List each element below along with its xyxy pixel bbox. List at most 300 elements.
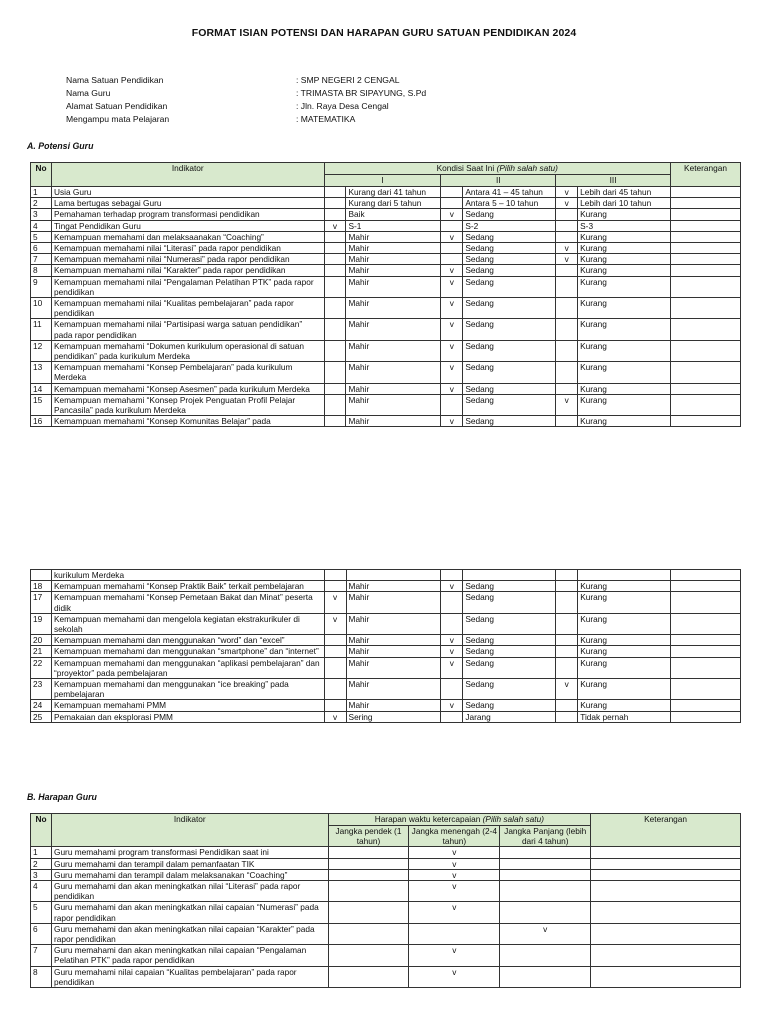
header-no: No <box>31 163 52 187</box>
check-mark-i: v <box>324 592 346 613</box>
row-indikator: Guru memahami program transformasi Pendidikan saat ini <box>51 847 328 858</box>
option-i: Mahir <box>346 416 441 427</box>
header-jangka-pendek: Jangka pendek (1 tahun) <box>328 826 409 847</box>
check-mark-i <box>324 700 346 711</box>
row-indikator: Kemampuan memahami nilai “Numerasi” pada rapor pendidikan <box>51 254 324 265</box>
check-mark-ii: v <box>441 383 463 394</box>
table-row <box>31 657 741 678</box>
check-mark-i <box>324 198 346 209</box>
harapan-table <box>30 813 741 988</box>
row-number: 5 <box>31 231 52 242</box>
option-i: Mahir <box>346 319 441 340</box>
row-indikator: Guru memahami dan akan meningkatkan nilai capaian “Karakter” pada rapor pendidikan <box>51 923 328 944</box>
row-number: 22 <box>31 657 52 678</box>
table-row <box>31 635 741 646</box>
check-jangka-panjang <box>500 945 591 966</box>
row-keterangan <box>671 187 741 198</box>
row-keterangan <box>591 923 741 944</box>
row-indikator: Kemampuan memahami “Konsep Projek Penguatan Profil Pelajar Pancasila” pada kurikulum Merdeka <box>51 394 324 415</box>
option-iii: Kurang <box>578 209 671 220</box>
option-ii: Sedang <box>463 231 556 242</box>
row-number: 11 <box>31 319 52 340</box>
row-keterangan <box>671 711 741 722</box>
check-jangka-panjang: v <box>500 923 591 944</box>
option-iii <box>578 570 671 581</box>
table-row <box>31 416 741 427</box>
row-indikator: Kemampuan memahami “Konsep Pembelajaran” pada kurikulum Merdeka <box>51 362 324 383</box>
check-mark-i <box>324 254 346 265</box>
option-ii: Sedang <box>463 383 556 394</box>
option-iii: Kurang <box>578 362 671 383</box>
info-value: : TRIMASTA BR SIPAYUNG, S.Pd <box>296 88 427 98</box>
check-mark-ii: v <box>441 319 463 340</box>
option-iii: S-3 <box>578 220 671 231</box>
row-number: 17 <box>31 592 52 613</box>
row-indikator: Usia Guru <box>51 187 324 198</box>
check-mark-ii <box>441 198 463 209</box>
check-mark-ii: v <box>441 265 463 276</box>
option-ii: Sedang <box>463 254 556 265</box>
option-i: Mahir <box>346 581 441 592</box>
check-jangka-panjang <box>500 966 591 987</box>
check-jangka-panjang <box>500 902 591 923</box>
option-ii: Sedang <box>463 581 556 592</box>
row-number: 1 <box>31 847 52 858</box>
option-ii: Sedang <box>463 416 556 427</box>
option-ii: Antara 5 – 10 tahun <box>463 198 556 209</box>
check-mark-i <box>324 265 346 276</box>
potensi-rows-part1 <box>31 187 741 427</box>
row-indikator: Kemampuan memahami nilai “Literasi” pada rapor pendidikan <box>51 243 324 254</box>
option-i: S-1 <box>346 220 441 231</box>
header-indikator: Indikator <box>51 814 328 847</box>
check-jangka-menengah: v <box>409 869 500 880</box>
option-i: Baik <box>346 209 441 220</box>
option-i: Mahir <box>346 646 441 657</box>
row-indikator: Kemampuan memahami dan menggunakan “word” dan “excel” <box>51 635 324 646</box>
check-mark-iii <box>556 340 578 361</box>
row-indikator: kurikulum Merdeka <box>51 570 324 581</box>
check-jangka-menengah: v <box>409 847 500 858</box>
row-keterangan <box>671 276 741 297</box>
check-mark-iii <box>556 319 578 340</box>
option-i: Mahir <box>346 613 441 634</box>
row-indikator: Pemakaian dan eksplorasi PMM <box>51 711 324 722</box>
option-iii: Kurang <box>578 635 671 646</box>
option-i: Kurang dari 41 tahun <box>346 187 441 198</box>
option-iii: Kurang <box>578 700 671 711</box>
check-mark-i <box>324 319 346 340</box>
check-mark-i <box>324 416 346 427</box>
row-keterangan <box>671 298 741 319</box>
potensi-table-part2 <box>30 569 741 723</box>
option-ii: Sedang <box>463 657 556 678</box>
check-mark-ii: v <box>441 340 463 361</box>
option-ii: Sedang <box>463 298 556 319</box>
option-iii: Kurang <box>578 646 671 657</box>
table-row <box>31 945 741 966</box>
table-row <box>31 198 741 209</box>
check-jangka-pendek <box>328 945 409 966</box>
row-number <box>31 570 52 581</box>
row-keterangan <box>671 265 741 276</box>
check-mark-iii <box>556 362 578 383</box>
row-keterangan <box>671 592 741 613</box>
option-i: Mahir <box>346 657 441 678</box>
check-mark-ii: v <box>441 581 463 592</box>
row-number: 7 <box>31 254 52 265</box>
teacher-info <box>66 74 426 126</box>
header-keterangan: Keterangan <box>671 163 741 187</box>
table-row <box>31 570 741 581</box>
row-number: 16 <box>31 416 52 427</box>
check-mark-iii <box>556 700 578 711</box>
header-no: No <box>31 814 52 847</box>
check-mark-i <box>324 383 346 394</box>
row-keterangan <box>671 383 741 394</box>
check-mark-ii: v <box>441 635 463 646</box>
check-mark-iii <box>556 711 578 722</box>
check-mark-i <box>324 581 346 592</box>
check-mark-ii <box>441 679 463 700</box>
row-number: 7 <box>31 945 52 966</box>
check-mark-iii <box>556 613 578 634</box>
info-row-address <box>66 100 426 113</box>
check-mark-i: v <box>324 220 346 231</box>
row-keterangan <box>671 635 741 646</box>
row-number: 19 <box>31 613 52 634</box>
check-mark-ii: v <box>441 209 463 220</box>
row-keterangan <box>591 881 741 902</box>
check-mark-i <box>324 635 346 646</box>
table-row <box>31 243 741 254</box>
option-i: Mahir <box>346 243 441 254</box>
check-mark-iii <box>556 592 578 613</box>
row-keterangan <box>671 570 741 581</box>
row-keterangan <box>591 869 741 880</box>
option-iii: Kurang <box>578 657 671 678</box>
option-i: Mahir <box>346 394 441 415</box>
row-number: 6 <box>31 923 52 944</box>
row-indikator: Kemampuan memahami nilai “Kualitas pembelajaran” pada rapor pendidikan <box>51 298 324 319</box>
option-ii: Antara 41 – 45 tahun <box>463 187 556 198</box>
check-mark-i <box>324 298 346 319</box>
check-mark-iii <box>556 657 578 678</box>
info-row-subject <box>66 113 426 126</box>
row-keterangan <box>591 858 741 869</box>
check-mark-iii <box>556 298 578 319</box>
check-jangka-panjang <box>500 869 591 880</box>
option-iii: Lebih dari 10 tahun <box>578 198 671 209</box>
row-keterangan <box>671 657 741 678</box>
table-row <box>31 711 741 722</box>
option-ii <box>463 570 556 581</box>
header-indikator: Indikator <box>51 163 324 187</box>
table-row <box>31 613 741 634</box>
check-mark-iii <box>556 276 578 297</box>
option-i: Kurang dari 5 tahun <box>346 198 441 209</box>
table-row <box>31 265 741 276</box>
check-mark-ii <box>441 592 463 613</box>
check-jangka-pendek <box>328 847 409 858</box>
table-row <box>31 592 741 613</box>
info-label: Mengampu mata Pelajaran <box>66 114 170 124</box>
check-mark-i <box>324 231 346 242</box>
option-i: Mahir <box>346 276 441 297</box>
row-indikator: Guru memahami dan akan meningkatkan nilai “Literasi” pada rapor pendidikan <box>51 881 328 902</box>
table-row <box>31 646 741 657</box>
row-keterangan <box>591 902 741 923</box>
check-mark-i: v <box>324 711 346 722</box>
check-mark-ii: v <box>441 298 463 319</box>
check-mark-iii <box>556 646 578 657</box>
option-i: Mahir <box>346 265 441 276</box>
option-iii: Kurang <box>578 679 671 700</box>
check-mark-i <box>324 646 346 657</box>
document-title: FORMAT ISIAN POTENSI DAN HARAPAN GURU SATUAN PENDIDIKAN 2024 <box>191 27 577 39</box>
row-number: 21 <box>31 646 52 657</box>
row-indikator: Kemampuan memahami “Konsep Komunitas Belajar” pada <box>51 416 324 427</box>
check-mark-iii <box>556 209 578 220</box>
check-mark-iii <box>556 265 578 276</box>
harapan-rows <box>31 847 741 988</box>
option-ii: Sedang <box>463 679 556 700</box>
option-i: Mahir <box>346 679 441 700</box>
option-i: Mahir <box>346 700 441 711</box>
info-row-teacher <box>66 87 426 100</box>
check-jangka-menengah: v <box>409 966 500 987</box>
row-indikator: Kemampuan memahami dan menggunakan “aplikasi pembelajaran” dan “proyektor” pada pembelajaran <box>51 657 324 678</box>
check-mark-ii <box>441 613 463 634</box>
check-mark-i: v <box>324 613 346 634</box>
option-ii: Sedang <box>463 613 556 634</box>
check-mark-ii: v <box>441 416 463 427</box>
option-i <box>346 570 441 581</box>
row-keterangan <box>671 243 741 254</box>
info-value: : SMP NEGERI 2 CENGAL <box>296 75 400 85</box>
header-option-ii: II <box>441 175 556 187</box>
check-mark-iii: v <box>556 394 578 415</box>
row-number: 8 <box>31 265 52 276</box>
row-indikator: Kemampuan memahami PMM <box>51 700 324 711</box>
option-i: Mahir <box>346 254 441 265</box>
header-jangka-panjang: Jangka Panjang (lebih dari 4 tahun) <box>500 826 591 847</box>
row-keterangan <box>671 254 741 265</box>
table-row <box>31 700 741 711</box>
row-keterangan <box>671 581 741 592</box>
check-mark-ii: v <box>441 231 463 242</box>
option-ii: Sedang <box>463 276 556 297</box>
check-mark-i <box>324 570 346 581</box>
row-indikator: Kemampuan memahami “Konsep Asesmen” pada kurikulum Merdeka <box>51 383 324 394</box>
row-keterangan <box>671 231 741 242</box>
table-row <box>31 581 741 592</box>
table-row <box>31 679 741 700</box>
check-mark-iii <box>556 570 578 581</box>
option-i: Mahir <box>346 231 441 242</box>
row-number: 2 <box>31 858 52 869</box>
option-ii: Sedang <box>463 646 556 657</box>
header-harapan-text: Harapan waktu ketercapaian <box>374 814 483 824</box>
row-keterangan <box>591 966 741 987</box>
row-keterangan <box>671 209 741 220</box>
check-jangka-pendek <box>328 923 409 944</box>
check-mark-iii: v <box>556 254 578 265</box>
row-number: 8 <box>31 966 52 987</box>
row-indikator: Guru memahami dan terampil dalam melaksanakan “Coaching” <box>51 869 328 880</box>
table-row <box>31 966 741 987</box>
row-indikator: Kemampuan memahami nilai “Partisipasi warga satuan pendidikan” pada rapor pendidikan <box>51 319 324 340</box>
option-ii: Sedang <box>463 362 556 383</box>
row-indikator: Kemampuan memahami “Konsep Pemetaan Bakat dan Minat” peserta didik <box>51 592 324 613</box>
option-iii: Kurang <box>578 581 671 592</box>
check-mark-i <box>324 679 346 700</box>
check-jangka-pendek <box>328 966 409 987</box>
table-row <box>31 847 741 858</box>
check-mark-i <box>324 187 346 198</box>
row-number: 23 <box>31 679 52 700</box>
row-number: 25 <box>31 711 52 722</box>
check-mark-ii: v <box>441 657 463 678</box>
option-iii: Lebih dari 45 tahun <box>578 187 671 198</box>
row-number: 3 <box>31 209 52 220</box>
check-mark-iii <box>556 220 578 231</box>
check-mark-i <box>324 394 346 415</box>
check-mark-ii <box>441 570 463 581</box>
row-keterangan <box>671 319 741 340</box>
option-i: Mahir <box>346 635 441 646</box>
row-indikator: Kemampuan memahami “Konsep Praktik Baik” terkait pembelajaran <box>51 581 324 592</box>
header-kondisi-text: Kondisi Saat Ini <box>436 163 497 173</box>
row-keterangan <box>671 340 741 361</box>
row-number: 18 <box>31 581 52 592</box>
option-ii: Sedang <box>463 700 556 711</box>
table-row <box>31 231 741 242</box>
row-indikator: Guru memahami dan terampil dalam pemanfaatan TIK <box>51 858 328 869</box>
check-mark-i <box>324 362 346 383</box>
option-ii: Sedang <box>463 243 556 254</box>
table-row <box>31 881 741 902</box>
row-number: 2 <box>31 198 52 209</box>
row-number: 12 <box>31 340 52 361</box>
info-value: : Jln. Raya Desa Cengal <box>296 101 389 111</box>
potensi-rows-part2 <box>31 570 741 723</box>
header-harapan-italic: (Pilih salah satu) <box>482 814 544 824</box>
option-iii: Kurang <box>578 613 671 634</box>
option-iii: Kurang <box>578 319 671 340</box>
check-mark-ii <box>441 243 463 254</box>
row-indikator: Guru memahami nilai capaian “Kualitas pembelajaran” pada rapor pendidikan <box>51 966 328 987</box>
check-mark-iii: v <box>556 243 578 254</box>
row-indikator: Guru memahami dan akan meningkatkan nilai capaian “Pengalaman Pelatihan PTK” pada rapor pendidikan <box>51 945 328 966</box>
row-keterangan <box>591 847 741 858</box>
option-ii: Sedang <box>463 592 556 613</box>
option-ii: Sedang <box>463 265 556 276</box>
table-row <box>31 319 741 340</box>
table-row <box>31 902 741 923</box>
row-number: 4 <box>31 220 52 231</box>
row-indikator: Kemampuan memahami dan mengelola kegiatan ekstrakurikuler di sekolah <box>51 613 324 634</box>
option-iii: Kurang <box>578 394 671 415</box>
check-mark-ii <box>441 187 463 198</box>
option-iii: Kurang <box>578 298 671 319</box>
check-mark-iii: v <box>556 198 578 209</box>
table-row <box>31 340 741 361</box>
check-jangka-menengah: v <box>409 881 500 902</box>
row-number: 15 <box>31 394 52 415</box>
header-option-iii: III <box>556 175 671 187</box>
option-ii: Sedang <box>463 340 556 361</box>
row-indikator: Kemampuan memahami nilai “Pengalaman Pelatihan PTK” pada rapor pendidikan <box>51 276 324 297</box>
check-jangka-pendek <box>328 902 409 923</box>
row-number: 13 <box>31 362 52 383</box>
row-keterangan <box>671 646 741 657</box>
header-jangka-menengah: Jangka menengah (2-4 tahun) <box>409 826 500 847</box>
info-value: : MATEMATIKA <box>296 114 356 124</box>
row-number: 6 <box>31 243 52 254</box>
option-i: Mahir <box>346 592 441 613</box>
row-indikator: Kemampuan memahami nilai “Karakter” pada rapor pendidikan <box>51 265 324 276</box>
check-mark-ii <box>441 711 463 722</box>
check-jangka-pendek <box>328 869 409 880</box>
option-i: Mahir <box>346 298 441 319</box>
row-indikator: Kemampuan memahami dan menggunakan “ice breaking” pada pembelajaran <box>51 679 324 700</box>
check-mark-iii <box>556 635 578 646</box>
check-jangka-menengah: v <box>409 902 500 923</box>
row-number: 4 <box>31 881 52 902</box>
table-row <box>31 383 741 394</box>
row-indikator: Kemampuan memahami dan melaksaanakan “Coaching” <box>51 231 324 242</box>
section-b-heading: B. Harapan Guru <box>27 792 97 802</box>
check-jangka-pendek <box>328 881 409 902</box>
table-row <box>31 394 741 415</box>
option-ii: Jarang <box>463 711 556 722</box>
row-number: 9 <box>31 276 52 297</box>
row-number: 24 <box>31 700 52 711</box>
row-keterangan <box>671 416 741 427</box>
check-jangka-panjang <box>500 881 591 902</box>
option-iii: Kurang <box>578 592 671 613</box>
row-number: 10 <box>31 298 52 319</box>
option-ii: Sedang <box>463 209 556 220</box>
option-iii: Kurang <box>578 340 671 361</box>
check-jangka-panjang <box>500 858 591 869</box>
option-i: Sering <box>346 711 441 722</box>
header-keterangan: Keterangan <box>591 814 741 847</box>
check-mark-iii <box>556 383 578 394</box>
table-row <box>31 187 741 198</box>
check-mark-iii <box>556 416 578 427</box>
table-row <box>31 220 741 231</box>
row-indikator: Kemampuan memahami “Dokumen kurikulum operasional di satuan pendidikan” pada kurikulum Merdeka <box>51 340 324 361</box>
check-mark-iii <box>556 581 578 592</box>
header-kondisi <box>324 163 670 175</box>
row-keterangan <box>671 220 741 231</box>
table-row <box>31 254 741 265</box>
row-keterangan <box>671 362 741 383</box>
table-row <box>31 362 741 383</box>
check-mark-ii: v <box>441 646 463 657</box>
check-jangka-menengah <box>409 923 500 944</box>
check-mark-ii: v <box>441 700 463 711</box>
check-mark-ii <box>441 254 463 265</box>
option-ii: S-2 <box>463 220 556 231</box>
option-i: Mahir <box>346 362 441 383</box>
info-label: Nama Guru <box>66 88 111 98</box>
check-mark-ii <box>441 220 463 231</box>
check-jangka-pendek <box>328 858 409 869</box>
option-i: Mahir <box>346 383 441 394</box>
